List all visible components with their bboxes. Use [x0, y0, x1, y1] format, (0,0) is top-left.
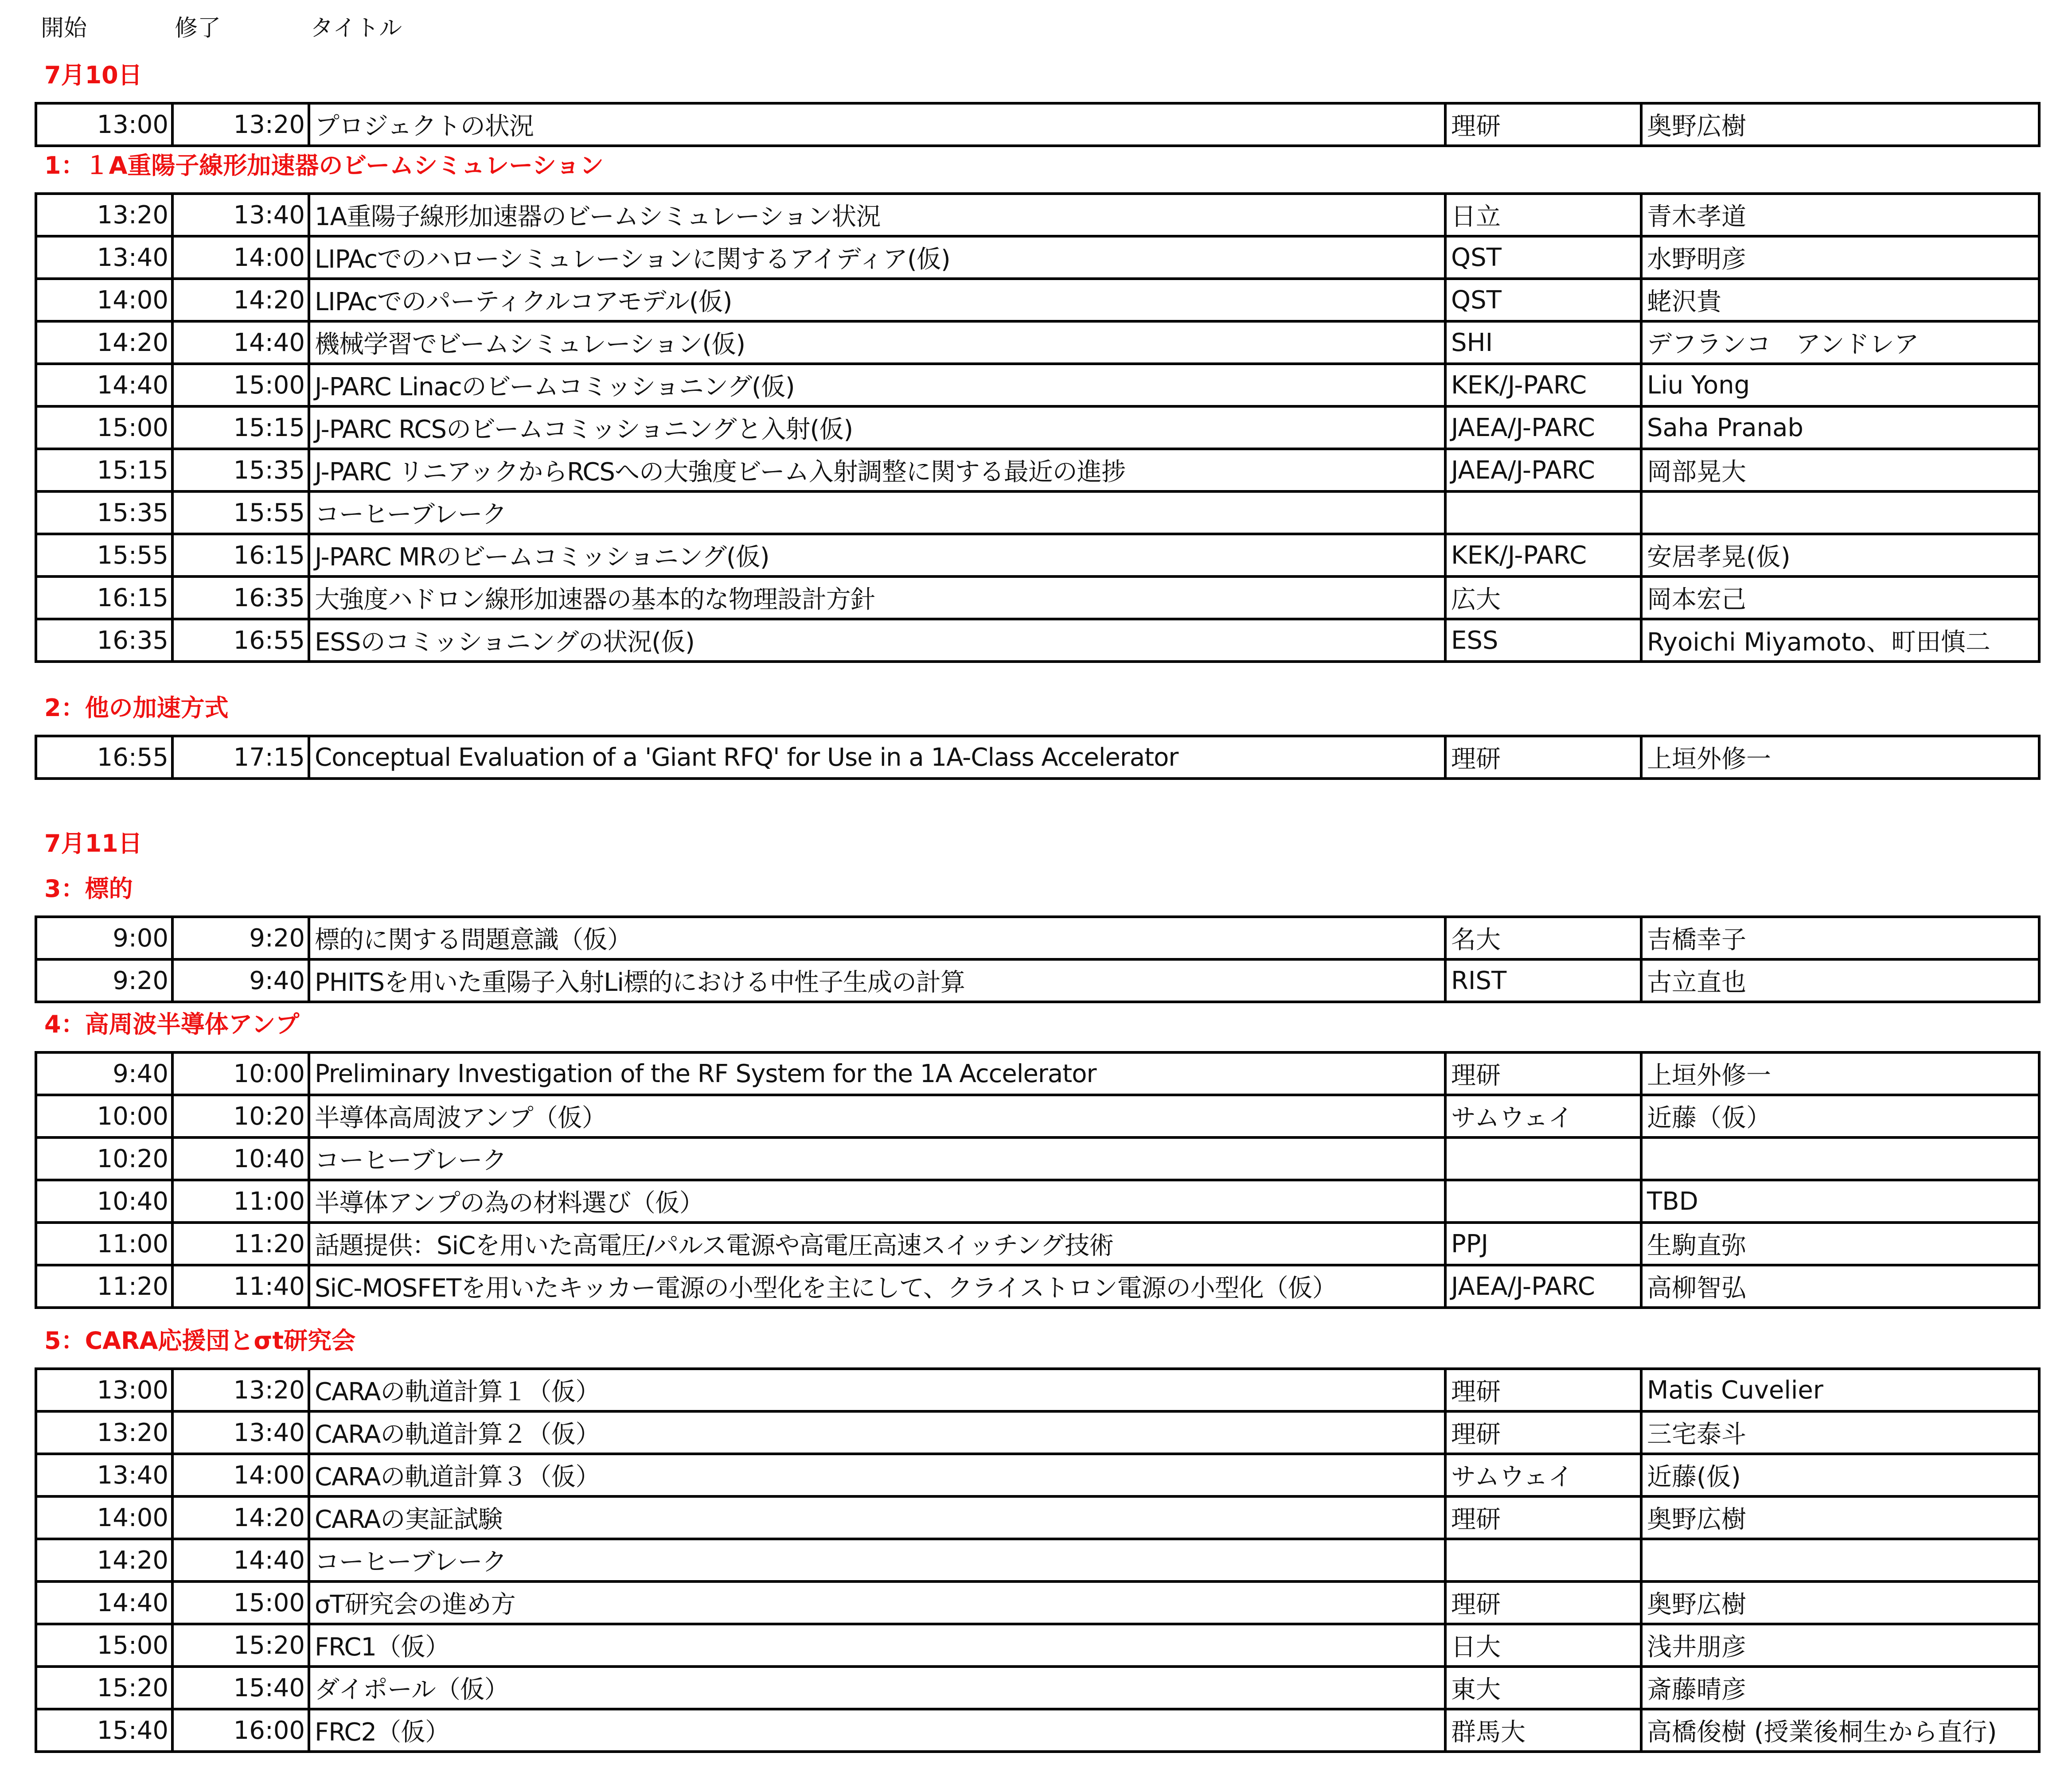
schedule-row [36, 736, 2039, 779]
start-time-cell: 14:40 [36, 364, 172, 406]
schedule-row [36, 279, 2039, 321]
start-time-cell: 15:00 [36, 406, 172, 449]
end-time-cell: 14:20 [172, 279, 309, 321]
organization-cell: JAEA/J-PARC [1445, 449, 1641, 491]
end-time-cell: 15:40 [172, 1667, 309, 1709]
talk-title-cell: J-PARC RCSのビームコミッショニングと入射(仮) [309, 406, 1445, 449]
end-time-cell: 9:40 [172, 959, 309, 1002]
organization-cell: 理研 [1445, 103, 1641, 146]
speaker-cell: 奥野広樹 [1641, 1581, 2039, 1624]
organization-cell: 日立 [1445, 194, 1641, 236]
schedule-row [36, 1624, 2039, 1667]
speaker-cell: 奥野広樹 [1641, 1496, 2039, 1539]
speaker-cell: 浅井朋彦 [1641, 1624, 2039, 1667]
organization-cell: SHI [1445, 321, 1641, 364]
end-time-cell: 17:15 [172, 736, 309, 779]
organization-cell: JAEA/J-PARC [1445, 1265, 1641, 1308]
talk-title-cell: 話題提供：SiCを用いた高電圧/パルス電源や高電圧高速スイッチング技術 [309, 1223, 1445, 1265]
end-time-cell: 16:35 [172, 576, 309, 619]
speaker-cell: 近藤(仮) [1641, 1454, 2039, 1496]
schedule-row [36, 959, 2039, 1002]
session-table [35, 915, 2041, 1003]
day-label: 7月11日 [44, 830, 142, 857]
end-time-cell: 15:35 [172, 449, 309, 491]
schedule-row [36, 1223, 2039, 1265]
organization-cell [1445, 491, 1641, 534]
speaker-cell: 蛯沢貴 [1641, 279, 2039, 321]
schedule-row [36, 1095, 2039, 1137]
speaker-cell: 高橋俊樹 (授業後桐生から直行) [1641, 1709, 2039, 1752]
start-time-cell: 11:20 [36, 1265, 172, 1308]
organization-cell: QST [1445, 236, 1641, 279]
end-time-cell: 15:00 [172, 1581, 309, 1624]
end-time-cell: 10:20 [172, 1095, 309, 1137]
end-time-cell: 11:20 [172, 1223, 309, 1265]
speaker-cell: 安居孝晃(仮) [1641, 534, 2039, 576]
speaker-cell: Matis Cuvelier [1641, 1369, 2039, 1411]
organization-cell: 理研 [1445, 1496, 1641, 1539]
start-time-cell: 10:40 [36, 1180, 172, 1223]
organization-cell: サムウェイ [1445, 1095, 1641, 1137]
talk-title-cell: 半導体高周波アンプ（仮） [309, 1095, 1445, 1137]
speaker-cell: Ryoichi Miyamoto、町田慎二 [1641, 619, 2039, 662]
start-time-cell: 13:20 [36, 194, 172, 236]
start-time-cell: 9:20 [36, 959, 172, 1002]
speaker-cell: 上垣外修一 [1641, 736, 2039, 779]
section-heading: 4：高周波半導体アンプ [44, 1010, 300, 1038]
start-time-cell: 13:00 [36, 1369, 172, 1411]
session-table [35, 192, 2041, 663]
organization-cell: 広大 [1445, 576, 1641, 619]
schedule-row [36, 449, 2039, 491]
speaker-cell: デフランコ アンドレア [1641, 321, 2039, 364]
end-time-cell: 13:20 [172, 103, 309, 146]
talk-title-cell: FRC2（仮） [309, 1709, 1445, 1752]
schedule-row [36, 1709, 2039, 1752]
talk-title-cell: FRC1（仮） [309, 1624, 1445, 1667]
start-time-cell: 15:35 [36, 491, 172, 534]
end-time-cell: 14:00 [172, 236, 309, 279]
schedule-row [36, 1052, 2039, 1095]
speaker-cell: Liu Yong [1641, 364, 2039, 406]
schedule-row [36, 1137, 2039, 1180]
talk-title-cell: コーヒーブレーク [309, 1539, 1445, 1581]
organization-cell: 理研 [1445, 736, 1641, 779]
start-time-cell: 15:55 [36, 534, 172, 576]
talk-title-cell: σT研究会の進め方 [309, 1581, 1445, 1624]
organization-cell: 群馬大 [1445, 1709, 1641, 1752]
session-table [35, 1367, 2041, 1753]
start-time-cell: 14:00 [36, 1496, 172, 1539]
start-time-cell: 13:20 [36, 1411, 172, 1454]
talk-title-cell: J-PARC MRのビームコミッショニング(仮) [309, 534, 1445, 576]
end-time-cell: 16:55 [172, 619, 309, 662]
speaker-cell [1641, 491, 2039, 534]
end-time-cell: 15:15 [172, 406, 309, 449]
schedule-row [36, 1411, 2039, 1454]
schedule-row [36, 534, 2039, 576]
section-heading: 2：他の加速方式 [44, 694, 229, 722]
column-header-start: 開始 [41, 15, 87, 42]
talk-title-cell: 大強度ハドロン線形加速器の基本的な物理設計方針 [309, 576, 1445, 619]
talk-title-cell: J-PARC Linacのビームコミッショニング(仮) [309, 364, 1445, 406]
organization-cell: 東大 [1445, 1667, 1641, 1709]
talk-title-cell: Preliminary Investigation of the RF System for the 1A Accelerator [309, 1052, 1445, 1095]
organization-cell: 理研 [1445, 1052, 1641, 1095]
start-time-cell: 13:40 [36, 1454, 172, 1496]
speaker-cell: TBD [1641, 1180, 2039, 1223]
organization-cell: 理研 [1445, 1369, 1641, 1411]
speaker-cell: 近藤（仮） [1641, 1095, 2039, 1137]
schedule-row [36, 236, 2039, 279]
speaker-cell: Saha Pranab [1641, 406, 2039, 449]
talk-title-cell: コーヒーブレーク [309, 1137, 1445, 1180]
end-time-cell: 15:20 [172, 1624, 309, 1667]
section-heading: 5：CARA応援団とσt研究会 [44, 1327, 356, 1355]
talk-title-cell: Conceptual Evaluation of a 'Giant RFQ' for Use in a 1A-Class Accelerator [309, 736, 1445, 779]
talk-title-cell: LIPAcでのハローシミュレーションに関するアイディア(仮) [309, 236, 1445, 279]
session-table [35, 735, 2041, 780]
organization-cell: QST [1445, 279, 1641, 321]
end-time-cell: 15:00 [172, 364, 309, 406]
schedule-row [36, 103, 2039, 146]
schedule-row [36, 1454, 2039, 1496]
talk-title-cell: CARAの実証試験 [309, 1496, 1445, 1539]
speaker-cell: 吉橋幸子 [1641, 917, 2039, 959]
speaker-cell: 水野明彦 [1641, 236, 2039, 279]
day-label: 7月10日 [44, 61, 142, 89]
end-time-cell: 15:55 [172, 491, 309, 534]
speaker-cell [1641, 1539, 2039, 1581]
organization-cell: KEK/J-PARC [1445, 534, 1641, 576]
end-time-cell: 10:40 [172, 1137, 309, 1180]
start-time-cell: 13:00 [36, 103, 172, 146]
schedule-row [36, 364, 2039, 406]
talk-title-cell: J-PARC リニアックからRCSへの大強度ビーム入射調整に関する最近の進捗 [309, 449, 1445, 491]
section-heading: 1：１A重陽子線形加速器のビームシミュレーション [44, 152, 604, 179]
start-time-cell: 14:00 [36, 279, 172, 321]
schedule-row [36, 917, 2039, 959]
start-time-cell: 11:00 [36, 1223, 172, 1265]
speaker-cell: 三宅泰斗 [1641, 1411, 2039, 1454]
organization-cell [1445, 1137, 1641, 1180]
start-time-cell: 14:20 [36, 1539, 172, 1581]
schedule-row [36, 1180, 2039, 1223]
organization-cell: 理研 [1445, 1581, 1641, 1624]
start-time-cell: 16:35 [36, 619, 172, 662]
end-time-cell: 14:00 [172, 1454, 309, 1496]
end-time-cell: 14:20 [172, 1496, 309, 1539]
talk-title-cell: プロジェクトの状況 [309, 103, 1445, 146]
organization-cell [1445, 1180, 1641, 1223]
speaker-cell: 青木孝道 [1641, 194, 2039, 236]
schedule-row [36, 194, 2039, 236]
organization-cell: JAEA/J-PARC [1445, 406, 1641, 449]
organization-cell: サムウェイ [1445, 1454, 1641, 1496]
end-time-cell: 13:20 [172, 1369, 309, 1411]
speaker-cell: 奥野広樹 [1641, 103, 2039, 146]
start-time-cell: 9:00 [36, 917, 172, 959]
schedule-row [36, 1496, 2039, 1539]
speaker-cell: 生駒直弥 [1641, 1223, 2039, 1265]
start-time-cell: 10:00 [36, 1095, 172, 1137]
session-table [35, 102, 2041, 147]
end-time-cell: 13:40 [172, 194, 309, 236]
talk-title-cell: CARAの軌道計算２（仮） [309, 1411, 1445, 1454]
speaker-cell: 上垣外修一 [1641, 1052, 2039, 1095]
talk-title-cell: LIPAcでのパーティクルコアモデル(仮) [309, 279, 1445, 321]
end-time-cell: 11:00 [172, 1180, 309, 1223]
start-time-cell: 16:55 [36, 736, 172, 779]
talk-title-cell: CARAの軌道計算１（仮） [309, 1369, 1445, 1411]
talk-title-cell: ESSのコミッショニングの状況(仮) [309, 619, 1445, 662]
organization-cell: ESS [1445, 619, 1641, 662]
start-time-cell: 15:20 [36, 1667, 172, 1709]
start-time-cell: 15:15 [36, 449, 172, 491]
schedule-row [36, 321, 2039, 364]
schedule-row [36, 406, 2039, 449]
organization-cell: 名大 [1445, 917, 1641, 959]
start-time-cell: 10:20 [36, 1137, 172, 1180]
talk-title-cell: ダイポール（仮） [309, 1667, 1445, 1709]
organization-cell: 日大 [1445, 1624, 1641, 1667]
organization-cell: PPJ [1445, 1223, 1641, 1265]
organization-cell: KEK/J-PARC [1445, 364, 1641, 406]
end-time-cell: 16:15 [172, 534, 309, 576]
schedule-row [36, 619, 2039, 662]
end-time-cell: 16:00 [172, 1709, 309, 1752]
column-header-end: 修了 [175, 15, 221, 42]
schedule-row [36, 1265, 2039, 1308]
talk-title-cell: PHITSを用いた重陽子入射Li標的における中性子生成の計算 [309, 959, 1445, 1002]
end-time-cell: 14:40 [172, 321, 309, 364]
start-time-cell: 15:40 [36, 1709, 172, 1752]
talk-title-cell: CARAの軌道計算３（仮） [309, 1454, 1445, 1496]
organization-cell: RIST [1445, 959, 1641, 1002]
speaker-cell: 岡部晃大 [1641, 449, 2039, 491]
schedule-row [36, 576, 2039, 619]
organization-cell: 理研 [1445, 1411, 1641, 1454]
end-time-cell: 14:40 [172, 1539, 309, 1581]
schedule-row [36, 1581, 2039, 1624]
end-time-cell: 11:40 [172, 1265, 309, 1308]
talk-title-cell: 標的に関する問題意識（仮） [309, 917, 1445, 959]
end-time-cell: 9:20 [172, 917, 309, 959]
schedule-row [36, 1539, 2039, 1581]
start-time-cell: 16:15 [36, 576, 172, 619]
talk-title-cell: 半導体アンプの為の材料選び（仮） [309, 1180, 1445, 1223]
end-time-cell: 13:40 [172, 1411, 309, 1454]
end-time-cell: 10:00 [172, 1052, 309, 1095]
speaker-cell: 岡本宏己 [1641, 576, 2039, 619]
start-time-cell: 14:20 [36, 321, 172, 364]
schedule-row [36, 491, 2039, 534]
talk-title-cell: コーヒーブレーク [309, 491, 1445, 534]
speaker-cell [1641, 1137, 2039, 1180]
organization-cell [1445, 1539, 1641, 1581]
speaker-cell: 斎藤晴彦 [1641, 1667, 2039, 1709]
schedule-row [36, 1667, 2039, 1709]
session-table [35, 1051, 2041, 1309]
start-time-cell: 14:40 [36, 1581, 172, 1624]
start-time-cell: 13:40 [36, 236, 172, 279]
talk-title-cell: 1A重陽子線形加速器のビームシミュレーション状況 [309, 194, 1445, 236]
talk-title-cell: 機械学習でビームシミュレーション(仮) [309, 321, 1445, 364]
speaker-cell: 高柳智弘 [1641, 1265, 2039, 1308]
section-heading: 3：標的 [44, 875, 133, 903]
start-time-cell: 9:40 [36, 1052, 172, 1095]
column-header-title: タイトル [310, 15, 402, 42]
schedule-row [36, 1369, 2039, 1411]
speaker-cell: 古立直也 [1641, 959, 2039, 1002]
start-time-cell: 15:00 [36, 1624, 172, 1667]
talk-title-cell: SiC-MOSFETを用いたキッカー電源の小型化を主にして、クライストロン電源の小型化（仮） [309, 1265, 1445, 1308]
